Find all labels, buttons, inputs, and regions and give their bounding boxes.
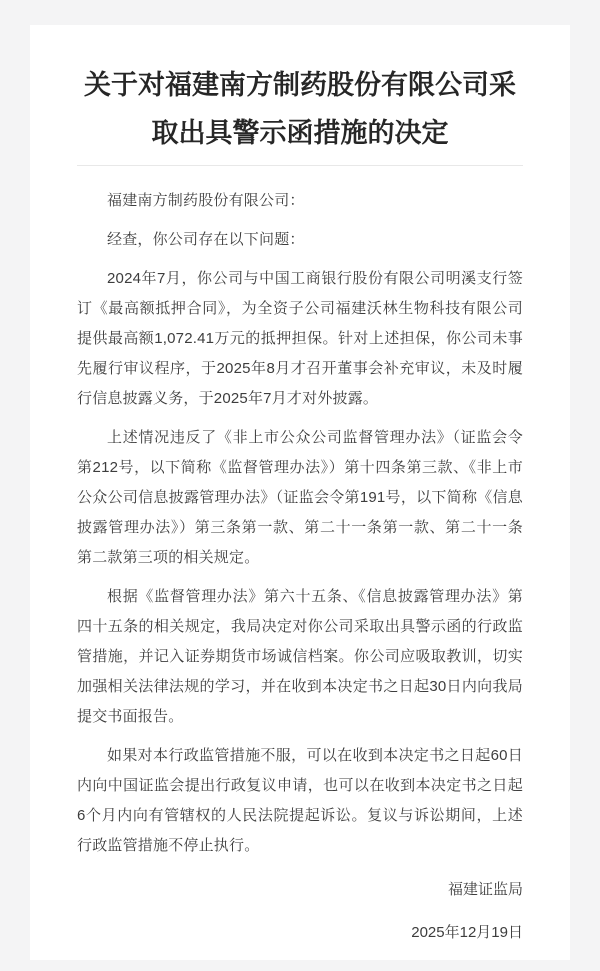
signature-issuer: 福建证监局 [447,881,523,898]
document-card [30,25,570,960]
document-title: 关于对福建南方制药股份有限公司采取出具警示函措施的决定 [84,70,516,148]
body-paragraph: 上述情况违反了《非上市公众公司监督管理办法》（证监会令第212号，以下简称《监督管理办法》）第十四条第三款、《非上市公众公司信息披露管理办法》（证监会令第191号，以下简称《信息披露管理办法》）第三条第一款、第二十一条第一款、第二十一条第二款第三项的相关规定。 [77,429,523,566]
signature-date: 2025年12月19日 [411,924,523,941]
body-paragraph: 经查，你公司存在以下问题： [107,231,305,248]
body-paragraph: 如果对本行政监管措施不服，可以在收到本决定书之日起60日内向中国证监会提出行政复议申请，也可以在收到本决定书之日起6个月内向有管辖权的人民法院提起诉讼。复议与诉讼期间，上述行政监管措施不停止执行。 [77,747,523,854]
title-divider [77,165,523,166]
recipient-line: 福建南方制药股份有限公司： [107,192,305,209]
body-paragraph: 2024年7月，你公司与中国工商银行股份有限公司明溪支行签订《最高额抵押合同》，为全资子公司福建沃林生物科技有限公司提供最高额1,072.41万元的抵押担保。针对上述担保，你公司未事先履行审议程序，于2025年8月才召开董事会补充审议，未及时履行信息披露义务，于2025年7月才对外披露。 [77,270,523,407]
body-paragraph: 根据《监督管理办法》第六十五条、《信息披露管理办法》第四十五条的相关规定，我局决定对你公司采取出具警示函的行政监管措施，并记入证券期货市场诚信档案。你公司应吸取教训，切实加强相关法律法规的学习，并在收到本决定书之日起30日内向我局提交书面报告。 [77,588,523,725]
